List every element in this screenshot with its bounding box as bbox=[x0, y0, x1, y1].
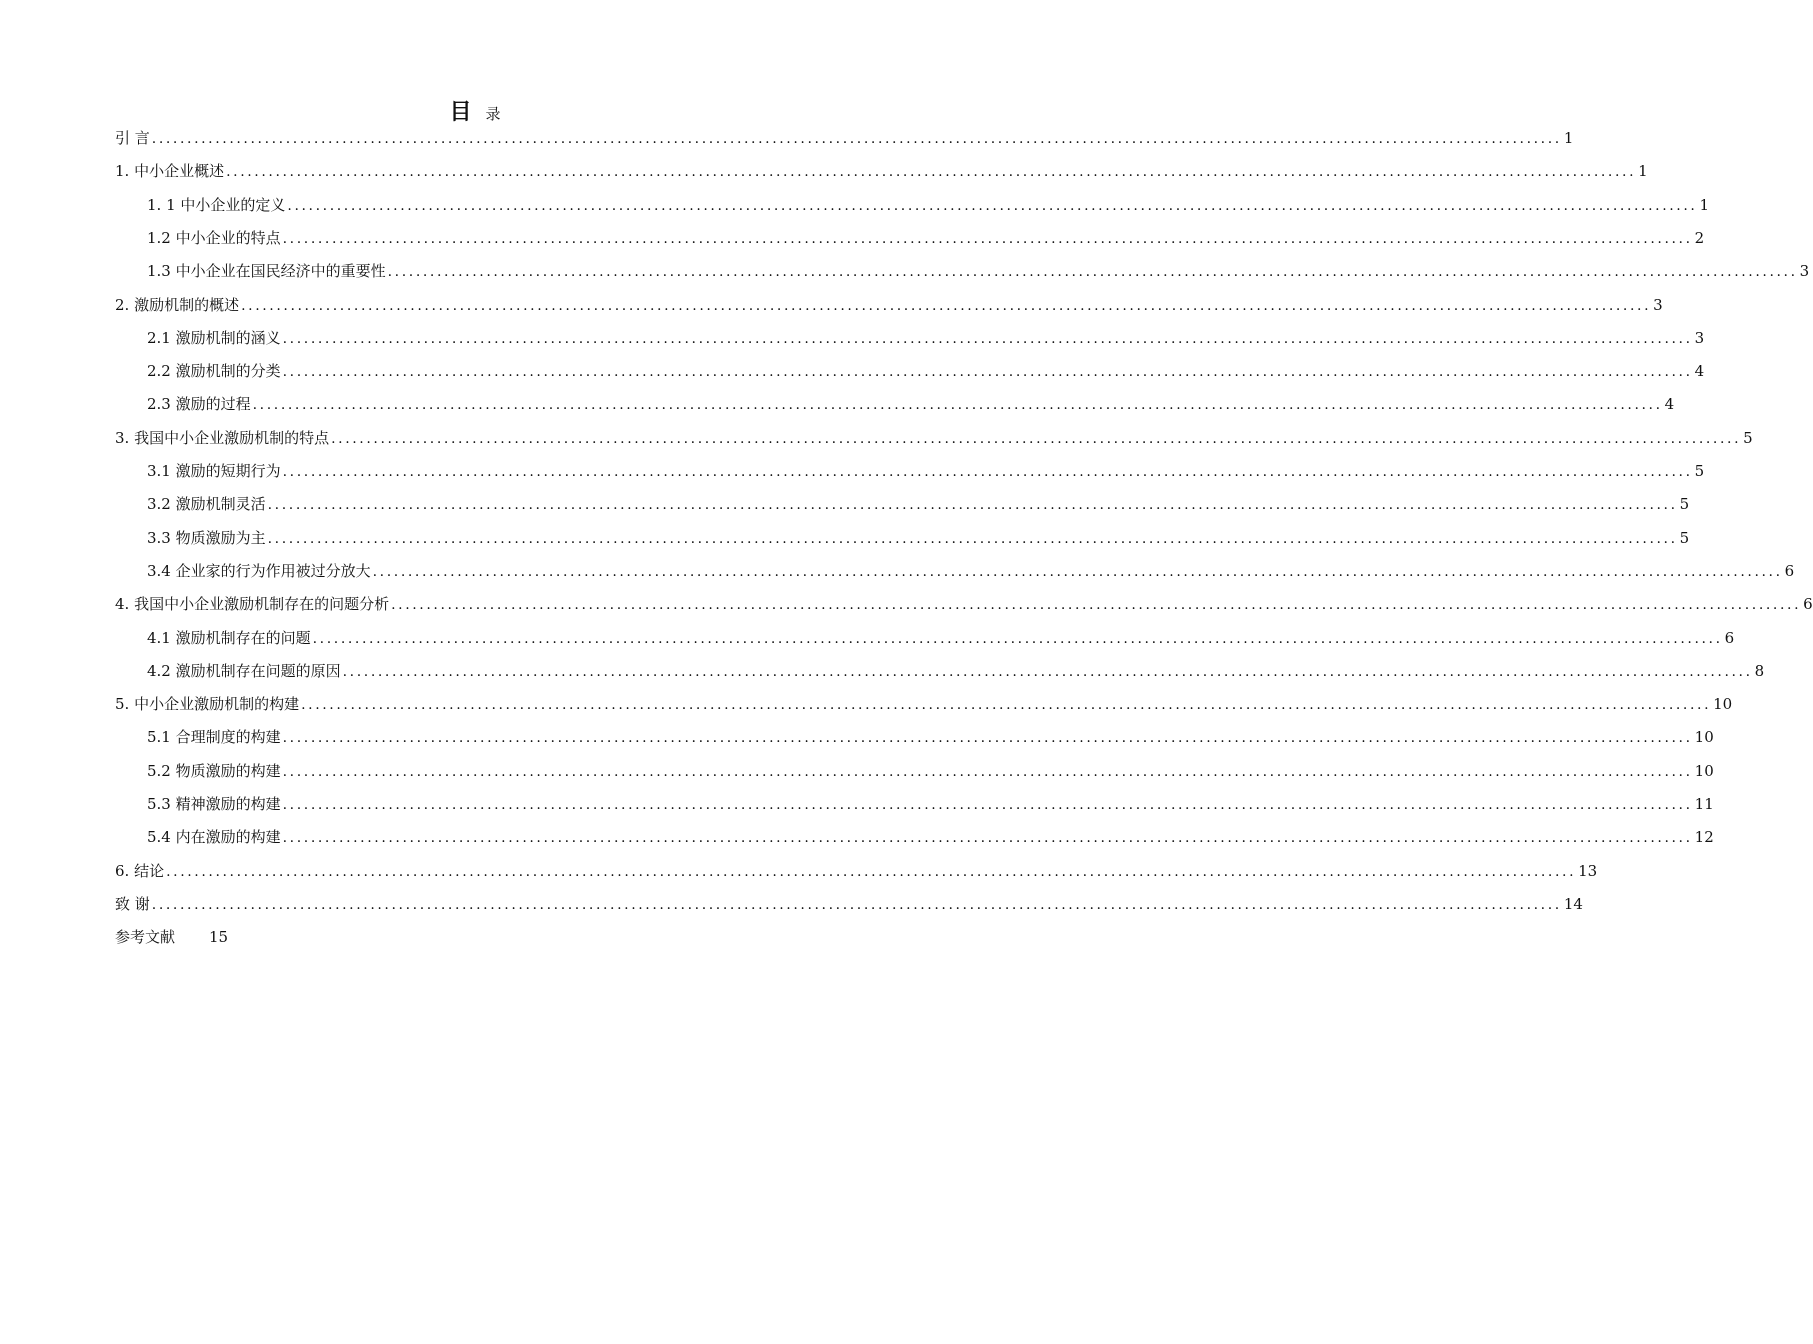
toc-entry[interactable] bbox=[147, 255, 1810, 288]
toc-entry[interactable] bbox=[115, 122, 1574, 155]
toc-entry-label: 4.1 激励机制存在的问题 bbox=[147, 628, 311, 647]
toc-entry-page: 1 bbox=[1563, 129, 1574, 147]
toc-entry-label: 1.3 中小企业在国民经济中的重要性 bbox=[147, 262, 386, 281]
toc-entry-page: 4 bbox=[1664, 395, 1675, 414]
toc-entry-label: 5. 中小企业激励机制的构建 bbox=[115, 695, 300, 714]
toc-entry-label: 5.2 物质激励的构建 bbox=[147, 761, 281, 780]
toc-leader-dots: ........................................................................................................................................................................................................ bbox=[282, 763, 1693, 780]
toc-entry[interactable] bbox=[147, 755, 1714, 788]
toc-entry-label: 3.1 激励的短期行为 bbox=[147, 462, 281, 480]
toc-entry-label: 2.1 激励机制的涵义 bbox=[147, 328, 281, 347]
toc-entry-page: 3 bbox=[1799, 262, 1810, 281]
toc-entry-page: 6 bbox=[1724, 628, 1735, 647]
toc-leader-dots: ........................................................................................................................................................................................................ bbox=[287, 197, 1698, 214]
toc-entry-label: 1. 1 中小企业的定义 bbox=[147, 195, 286, 214]
toc-entry-page: 15 bbox=[209, 928, 229, 947]
toc-entry-label: 5.3 精神激励的构建 bbox=[147, 795, 281, 813]
toc-leader-dots: ........................................................................................................................................................................................................ bbox=[282, 730, 1693, 747]
toc-leader-dots: ........................................................................................................................................................................................................ bbox=[312, 630, 1723, 647]
toc-entry-references bbox=[115, 921, 228, 954]
toc-entry-label: 4.2 激励机制存在问题的原因 bbox=[147, 661, 341, 680]
toc-entry[interactable] bbox=[147, 455, 1705, 488]
toc-entry[interactable] bbox=[147, 655, 1765, 688]
toc-entry[interactable] bbox=[115, 289, 1663, 322]
toc-entry[interactable] bbox=[147, 488, 1690, 521]
toc-title-main: 目 bbox=[449, 99, 472, 125]
toc-entry-page: 8 bbox=[1754, 661, 1765, 680]
toc-leader-dots: ........................................................................................................................................................................................................ bbox=[151, 131, 1562, 147]
toc-entry-label: 5.1 合理制度的构建 bbox=[147, 728, 281, 747]
toc-leader-dots: ........................................................................................................................................................................................................ bbox=[267, 497, 1678, 514]
toc-entry-label: 2.2 激励机制的分类 bbox=[147, 362, 281, 381]
toc-leader-dots: ........................................................................................................................................................................................................ bbox=[241, 297, 1652, 314]
toc-entry-page: 1 bbox=[1699, 195, 1709, 214]
toc-entry[interactable] bbox=[147, 788, 1714, 821]
toc-entry[interactable] bbox=[147, 388, 1675, 421]
toc-leader-dots: ........................................................................................................................................................................................................ bbox=[387, 264, 1798, 281]
toc-entry[interactable] bbox=[147, 355, 1705, 388]
toc-leader-dots: ........................................................................................................................................................................................................ bbox=[282, 797, 1693, 813]
toc-entry[interactable] bbox=[147, 721, 1714, 754]
toc-entry[interactable] bbox=[147, 821, 1714, 854]
toc-entry[interactable] bbox=[115, 888, 1583, 921]
toc-entry-page: 2 bbox=[1694, 228, 1705, 247]
toc-entry[interactable] bbox=[115, 155, 1648, 188]
toc-entry-label: 1.2 中小企业的特点 bbox=[147, 228, 281, 247]
toc-entry-page: 3 bbox=[1653, 295, 1663, 314]
toc-entry[interactable] bbox=[147, 555, 1795, 588]
toc-entry-label: 3.4 企业家的行为作用被过分放大 bbox=[147, 561, 371, 580]
toc-entry-page: 10 bbox=[1694, 728, 1714, 747]
toc-entry-page: 3 bbox=[1694, 328, 1705, 347]
toc-entry-label: 3.2 激励机制灵活 bbox=[147, 495, 266, 514]
toc-title-second: 录 bbox=[485, 105, 501, 123]
toc-entry-page: 5 bbox=[1679, 495, 1690, 514]
toc-leader-dots: ........................................................................................................................................................................................................ bbox=[342, 663, 1753, 680]
toc-entry-label: 参考文献 bbox=[115, 928, 176, 947]
toc-leader-dots: ........................................................................................................................................................................................................ bbox=[282, 464, 1693, 480]
toc-leader-dots: ........................................................................................................................................................................................................ bbox=[282, 830, 1693, 847]
toc-entry-page: 14 bbox=[1563, 894, 1583, 913]
toc-entry[interactable] bbox=[115, 588, 1813, 621]
toc-entry-page: 6 bbox=[1784, 561, 1795, 580]
toc-entry-label: 引 言 bbox=[115, 129, 150, 147]
toc-entry[interactable] bbox=[115, 688, 1733, 721]
toc-entry[interactable] bbox=[147, 522, 1690, 555]
toc-entry-page: 5 bbox=[1743, 428, 1753, 447]
toc-entry-label: 1. 中小企业概述 bbox=[115, 162, 225, 181]
toc-leader-dots: ........................................................................................................................................................................................................ bbox=[166, 863, 1577, 880]
toc-entry-page: 12 bbox=[1694, 828, 1714, 847]
toc-leader-dots: ........................................................................................................................................................................................................ bbox=[151, 896, 1562, 913]
toc-entry-label: 5.4 内在激励的构建 bbox=[147, 828, 281, 847]
toc-entry-page: 5 bbox=[1679, 528, 1690, 547]
toc-leader-dots: ........................................................................................................................................................................................................ bbox=[331, 430, 1742, 447]
toc-entry[interactable] bbox=[115, 422, 1753, 455]
toc-entry[interactable] bbox=[147, 322, 1705, 355]
toc-leader-dots: ........................................................................................................................................................................................................ bbox=[301, 697, 1712, 714]
toc-entry-page: 13 bbox=[1578, 861, 1598, 880]
toc-leader-dots: ........................................................................................................................................................................................................ bbox=[282, 230, 1693, 247]
toc-entry-label: 3.3 物质激励为主 bbox=[147, 528, 266, 547]
toc-leader-dots: ........................................................................................................................................................................................................ bbox=[282, 364, 1693, 381]
toc-entry[interactable] bbox=[147, 189, 1709, 222]
toc-entry-page: 1 bbox=[1638, 162, 1648, 181]
toc-entry-page: 5 bbox=[1694, 462, 1705, 480]
toc-entry-page: 10 bbox=[1713, 695, 1733, 714]
toc-entry-label: 2. 激励机制的概述 bbox=[115, 295, 240, 314]
toc-leader-dots: ........................................................................................................................................................................................................ bbox=[391, 597, 1802, 614]
toc-entry-page: 4 bbox=[1694, 362, 1705, 381]
toc-entry[interactable] bbox=[147, 222, 1705, 255]
toc-entry-label: 3. 我国中小企业激励机制的特点 bbox=[115, 428, 330, 447]
toc-entry-label: 4. 我国中小企业激励机制存在的问题分析 bbox=[115, 595, 390, 614]
toc-entry-page: 6 bbox=[1803, 595, 1813, 614]
toc-entry-label: 6. 结论 bbox=[115, 861, 165, 880]
toc-leader-dots: ........................................................................................................................................................................................................ bbox=[372, 563, 1783, 580]
toc-leader-dots: ........................................................................................................................................................................................................ bbox=[252, 397, 1663, 414]
toc-entry-page: 11 bbox=[1694, 795, 1714, 813]
toc-leader-dots: ........................................................................................................................................................................................................ bbox=[282, 330, 1693, 347]
toc-entry[interactable] bbox=[147, 622, 1735, 655]
toc-entry-page: 10 bbox=[1694, 761, 1714, 780]
toc-entry-label: 致 谢 bbox=[115, 894, 150, 913]
toc-leader-dots: ........................................................................................................................................................................................................ bbox=[226, 164, 1637, 181]
toc-leader-dots: ........................................................................................................................................................................................................ bbox=[267, 530, 1678, 547]
toc-entry[interactable] bbox=[115, 855, 1598, 888]
toc-entry-label: 2.3 激励的过程 bbox=[147, 395, 251, 414]
